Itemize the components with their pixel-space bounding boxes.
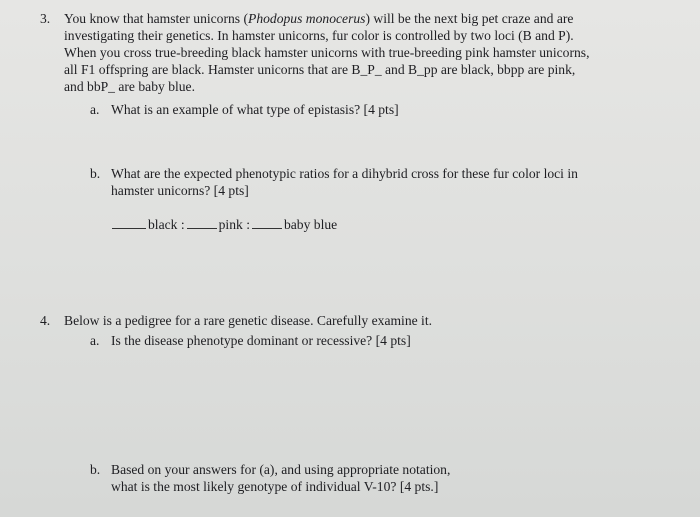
q3-line-4: all F1 offspring are black. Hamster unicorns that are B_P_ and B_pp are black, bbpp are pink,	[64, 62, 576, 77]
q3-line-5: and bbP_ are baby blue.	[64, 79, 195, 94]
q3a-letter: a.	[90, 102, 100, 117]
q3a-text: What is an example of what type of epistasis? [4 pts]	[111, 102, 399, 117]
q3b-line-2: hamster unicorns? [4 pts]	[111, 183, 249, 198]
q4a-letter: a.	[90, 333, 100, 348]
q3-line-2: investigating their genetics. In hamster unicorns, fur color is controlled by two loci (B and P).	[64, 28, 574, 43]
q4b-line-2: what is the most likely genotype of individual V-10? [4 pts.]	[111, 479, 439, 494]
pink-label: pink :	[218, 217, 250, 232]
black-ratio-blank[interactable]	[112, 217, 146, 229]
q3-line-1: You know that hamster unicorns (Phodopus monocerus) will be the next big pet craze and are	[64, 11, 574, 26]
q3b-letter: b.	[90, 166, 101, 181]
q3b-line-1: What are the expected phenotypic ratios for a dihybrid cross for these fur color loci in	[111, 166, 578, 181]
pink-ratio-blank[interactable]	[187, 217, 217, 229]
phenotype-ratio-blanks	[110, 217, 337, 233]
baby-blue-ratio-blank[interactable]	[252, 217, 282, 229]
baby-blue-label: baby blue	[283, 217, 338, 232]
q4-number: 4.	[40, 313, 51, 328]
q4a-text: Is the disease phenotype dominant or recessive? [4 pts]	[111, 333, 411, 348]
q4b-line-1: Based on your answers for (a), and using appropriate notation,	[111, 462, 451, 477]
q3-line-3: When you cross true-breeding black hamster unicorns with true-breeding pink hamster unicorns,	[64, 45, 590, 60]
q4-text: Below is a pedigree for a rare genetic disease. Carefully examine it.	[64, 313, 433, 328]
q4b-letter: b.	[90, 462, 101, 477]
black-label: black :	[148, 217, 185, 232]
q3-number: 3.	[40, 11, 51, 26]
